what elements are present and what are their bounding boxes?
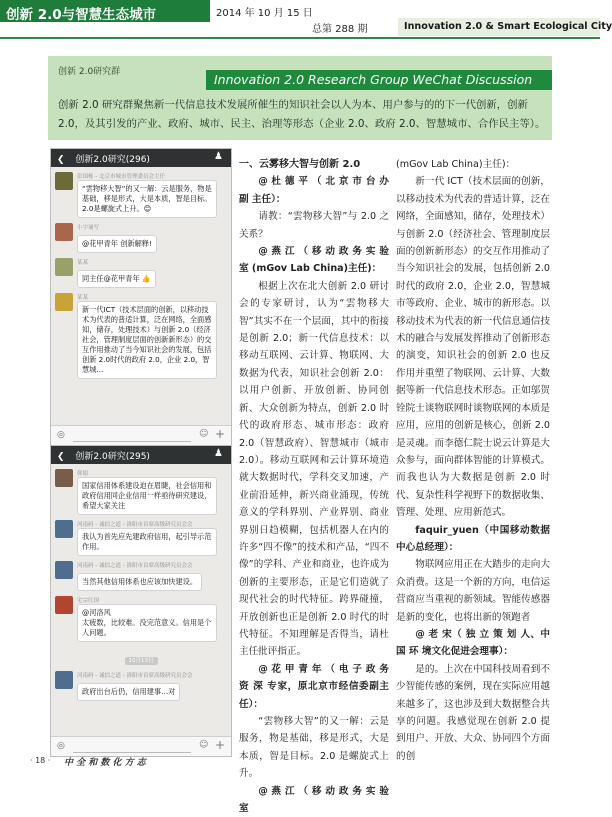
article-column-1 xyxy=(239,156,389,817)
avatar[interactable] xyxy=(55,596,73,614)
wechat-screenshot-2 xyxy=(50,445,232,757)
emoji-icon[interactable]: ☺ xyxy=(199,429,209,439)
page-footer xyxy=(0,756,600,768)
issue-number: 总第 288 期 xyxy=(312,24,368,35)
message-bubble[interactable]: 新一代ICT（技术层面的创新，以移动技术为代表的普适计算，泛在网络，全面感知，储存，处理技术）与创新 2.0（经济社会，管理制度层面的创新新形态）的交互作用推动了当今知识社会的发展，包括创新 2.0时代的政府 2.0，企业 2.0，智慧城... xyxy=(77,301,217,379)
avatar[interactable] xyxy=(55,469,73,487)
message-bubble[interactable]: 国家信用体系建设迫在眉睫，社会信用和政府信用同企业信用一样亟待研究建设，希望大家关注 xyxy=(77,477,217,515)
chat-message xyxy=(55,172,227,218)
publication-name: Innovation 2.0 & Smart Ecological City xyxy=(398,18,600,36)
back-arrow-icon[interactable]: ❮ xyxy=(57,155,65,165)
group-members-icon[interactable]: ♟ xyxy=(214,151,223,162)
intro-tag: 创新 2.0研究群 xyxy=(58,67,121,77)
intro-text: 创新 2.0 研究群聚焦新一代信息技术发展所催生的知识社会以人为本、用户参与的的下一代创新，创新 2.0，及其引发的产业、政府、城市、民主、治理等形态（企业 2.0、政府 2.0、智慧城市、合作民主等）。 xyxy=(58,99,546,130)
chat-message xyxy=(55,561,227,591)
message-list xyxy=(51,469,231,701)
article-column-2 xyxy=(396,156,550,765)
paragraph: 请教：“雲物移大智”与 2.0 之关系？ xyxy=(239,211,389,240)
sender-name: 河南码 - 诚信之道 - 洛阳市首席高级研究员会会 xyxy=(77,673,193,679)
message-bubble[interactable]: @河洛风 太疲数，比较难。没完范意义。信用是个人问题。 xyxy=(77,604,217,642)
intro-title: Innovation 2.0 Research Group WeChat Discussion xyxy=(206,70,552,90)
sender-name: 彭国栋 - 北京市城市管理委员会主任 xyxy=(77,174,165,180)
chat-message xyxy=(55,258,227,288)
speaker-line: @ 燕 江 （ 移 动 政 务 实 验 室 xyxy=(239,785,389,815)
chat-message xyxy=(55,596,227,642)
paragraph: (mGov Lab China)主任)： xyxy=(396,159,516,170)
speaker-line: @ 杜 德 平 （ 北 京 市 台 办 副 主任）： xyxy=(239,176,389,205)
message-bubble[interactable]: @花甲青年 创新解释! xyxy=(77,235,157,253)
back-arrow-icon[interactable]: ❮ xyxy=(57,452,65,462)
sender-name: 某某 xyxy=(77,260,89,266)
chat-message xyxy=(55,469,227,515)
avatar[interactable] xyxy=(55,293,73,311)
message-input[interactable] xyxy=(73,741,191,753)
message-bubble[interactable]: “雲物移大智”的又一解：云是服务，物是基础，移是形式，大是本质，智是目标。2.0是螺旋式上升。😊 xyxy=(77,180,217,218)
message-bubble[interactable]: 当然其他信用体系也应该加快建设。 xyxy=(77,573,202,591)
intro-box xyxy=(48,56,552,140)
sender-name: 河南码 - 诚信之道 - 洛阳市首席高级研究员会会 xyxy=(77,522,193,528)
message-bubble[interactable]: 同主任@花甲青年 👍 xyxy=(77,270,156,288)
group-members-icon[interactable]: ♟ xyxy=(214,448,223,459)
paragraph: 新一代 ICT（技术层面的创新，以移动技术为代表的普适计算，泛在网络，全面感知，储存，处理技术）与创新 2.0（经济社会、管理制度层面的创新新形态）的交互作用推动了当今知识社会的发展，包括创新 2.0 时代的政府 2.0，企业 2.0，智慧城市等政府、企业、城市的新形态。以移动技术为代表的新一代信息通信技术的融合与发展发挥推动了创新形态的演变，知识社会的创新 2.0 也反作用并重塑了物联网、云计算、大数据等新一代信息技术形态。正如邬贺铨院士谈物联网时谈物联网的本质是应用，应用的创新是核心，创新 2.0 是灵魂。而李德仁院士说云计算是大众参与，面向群体智能的计算模式。而我也认为大数据是创新 2.0 时代、复杂性科学视野下的数据收集、管理、处理、应用新范式。 xyxy=(396,176,550,519)
avatar[interactable] xyxy=(55,520,73,538)
sender-name: 某某 xyxy=(77,295,89,301)
section-heading: 一、云雾移大智与创新 2.0 xyxy=(239,159,361,170)
header-divider xyxy=(0,37,600,39)
chat-message xyxy=(55,293,227,379)
voice-icon[interactable]: ◎ xyxy=(57,430,65,440)
chat-title: 创新2.0研究(296) xyxy=(75,155,150,165)
wechat-screenshot-1 xyxy=(50,148,232,446)
chat-input-bar xyxy=(51,736,231,756)
magazine-name: 中 全 和 数 化 方 志 xyxy=(64,758,146,768)
avatar[interactable] xyxy=(55,671,73,689)
chat-message xyxy=(55,671,227,701)
voice-icon[interactable]: ◎ xyxy=(57,741,65,751)
avatar[interactable] xyxy=(55,223,73,241)
message-bubble[interactable]: 我认为首先应先建政府信用，起引导示范作用。 xyxy=(77,528,217,556)
speaker-line: faquir_yuen（中国移动数据中心总经理）： xyxy=(396,524,550,553)
avatar[interactable] xyxy=(55,258,73,276)
sender-name: 韩娟 xyxy=(77,471,89,477)
sender-name: 宅宗红国 xyxy=(77,598,100,604)
sender-name: 小字诵写 xyxy=(77,225,100,231)
speaker-line: @ 燕 江 （ 移 动 政 务 实 验 室 (mGov Lab China)主任)： xyxy=(239,246,389,275)
plus-icon[interactable]: + xyxy=(215,738,226,752)
message-list xyxy=(51,172,231,379)
chat-input-bar xyxy=(51,425,231,445)
page-number: · 18 · xyxy=(30,756,51,765)
speaker-line: @ 老 宋（ 独 立 策 划 人、中 国 环 境文化促进会理事）： xyxy=(396,628,550,658)
chat-message xyxy=(55,520,227,556)
paragraph: 根据上次在北大创新 2.0 研讨会的专家研讨，认为“雲物移大智”其实不在一个层面，其中的衔接是创新 2.0；新一代信息技术：以移动互联网、云计算、物联网、大数据为代表，知识社会创新 2.0：以用户创新、开放创新、协同创新、大众创新为特点，创新 2.0 时代的政府形态、城市形态：政府 2.0（智慧政府）、智慧城市（城市 2.0）。移动互联网和云计算环境造就大数据时代，学科交叉加速，产业前沿延伸，新兴商业涌现，传统意义的学科界别、产业界别、商业界别日趋模糊，包括机器人在内的许多“四不像”的技术和产品，“四不像”的学科、产业和商业，也许成为创新的主要形态，正是它们造就了现代社会的时代特征。跨界碰撞，开放创新也正是创新 2.0 时代的时代特征。不知理解是否得当，请杜主任批评指正。 xyxy=(239,280,389,658)
emoji-icon[interactable]: ☺ xyxy=(199,740,209,750)
plus-icon[interactable]: + xyxy=(215,427,226,441)
paragraph: 物联网应用正在大踏步的走向大众消费。这是一个新的方向，电信运营商应当重视的新领域。智能传感器是新的变化，也将出新的领跑者 xyxy=(396,559,550,623)
issue-date: 2014 年 10 月 15 日 xyxy=(216,8,313,19)
avatar[interactable] xyxy=(55,561,73,579)
speaker-line: @ 花 甲 青 年 （ 电 子 政 务 资 深 专家，原北京市经信委副主任）： xyxy=(239,663,389,710)
message-bubble[interactable]: 政府出台后仍，信用建事…对 xyxy=(77,683,180,701)
chat-title-bar xyxy=(51,446,231,464)
column-title: 创新 2.0与智慧生态城市 xyxy=(0,0,210,22)
page-header xyxy=(0,0,612,40)
sender-name: 河南码 - 诚信之道 - 洛阳市首席高级研究员会会 xyxy=(77,563,193,569)
chat-title-bar xyxy=(51,149,231,167)
paragraph: 是的。上次在中国科技周看到不少智能传感的案例，现在实际应用越来越多了，这也涉及到大数据整合共享的问题。我感觉现在创新 2.0 提到用户、开放、大众、协同四个方面的创 xyxy=(396,663,550,762)
message-input[interactable] xyxy=(73,430,191,442)
paragraph: “雲物移大智”的又一解：云是服务，物是基础，移是形式，大是本质，智是目标。2.0 是螺旋式上升。 xyxy=(239,716,389,780)
chat-title: 创新2.0研究(295) xyxy=(75,452,150,462)
chat-message xyxy=(55,223,227,253)
avatar[interactable] xyxy=(55,172,73,190)
chat-timestamp: 10月13日 xyxy=(125,657,158,665)
